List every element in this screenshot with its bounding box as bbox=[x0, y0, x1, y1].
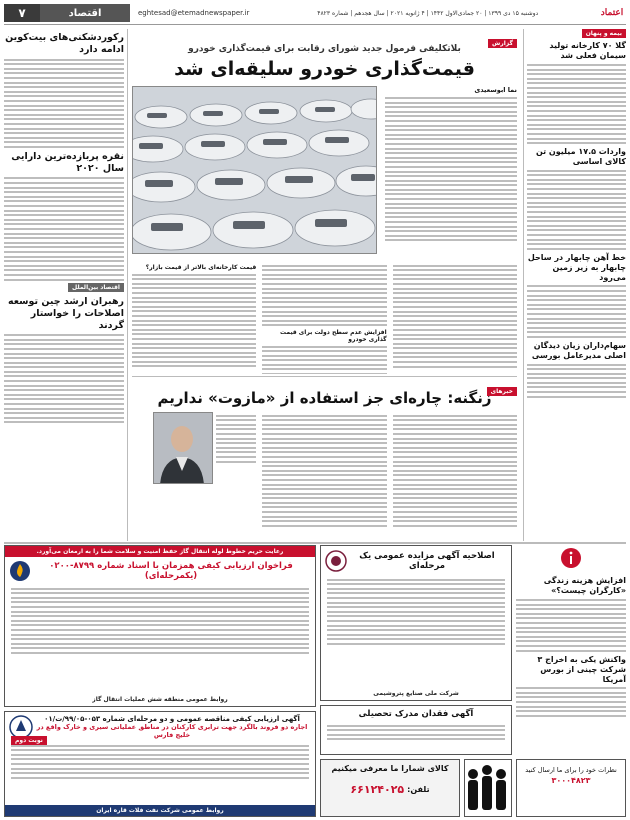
body-column bbox=[132, 262, 256, 374]
column-divider bbox=[127, 29, 128, 541]
info-icon-row bbox=[516, 547, 626, 572]
report-tag: گزارش bbox=[488, 39, 517, 48]
round-badge: نوبت دوم bbox=[11, 736, 47, 745]
advertising-promo-ad[interactable] bbox=[320, 759, 460, 817]
people-silhouette-icon bbox=[464, 760, 511, 817]
phone-row bbox=[321, 783, 459, 796]
body-text-block bbox=[527, 364, 626, 398]
body-text-block bbox=[527, 170, 626, 250]
people-illustration bbox=[464, 759, 512, 817]
right-news-column-lower bbox=[516, 545, 626, 755]
ad-title: آگهی ارزیابی کیفی مناقصه عمومی و دو مرحله‌ای شماره ۰۵۳-۹۹/۰۵/ت/۰۱ bbox=[44, 715, 300, 723]
body-text-block bbox=[4, 177, 124, 280]
body-text-block bbox=[11, 588, 309, 654]
petrochemical-logo-icon bbox=[325, 550, 347, 572]
phone-label: تلفن: bbox=[407, 785, 430, 794]
parked-cars-image bbox=[132, 87, 376, 254]
feedback-text: نظرات خود را برای ما ارسال کنید bbox=[525, 766, 617, 774]
body-text-block bbox=[393, 265, 517, 368]
page-number: ۷ bbox=[4, 4, 40, 22]
oil-tender-ad[interactable] bbox=[4, 711, 316, 817]
portrait-image bbox=[153, 413, 212, 484]
lost-certificate-ad[interactable] bbox=[320, 705, 512, 755]
column-tag: اقتصاد بین‌الملل bbox=[68, 283, 124, 292]
main-intro-column bbox=[385, 86, 517, 256]
body-text-block bbox=[216, 412, 256, 540]
main-headline[interactable]: قیمت‌گذاری خودرو سلیقه‌ای شد bbox=[174, 58, 475, 80]
body-text-block bbox=[262, 265, 386, 327]
ad-title: فراخوان ارزیابی کیفی همزمان با اسناد شماره ۸۷۹۹-۰۲۰۰ (یکمرحله‌ای) bbox=[49, 561, 293, 581]
issue-dateline: دوشنبه ۱۵ دی ۱۳۹۹ | ۲۰ جمادی‌الاول ۱۴۴۲ | ۴ ژانویه ۲۰۲۱ | سال هجدهم | شماره ۴۸۲۳ bbox=[317, 9, 539, 17]
cars-photo[interactable] bbox=[132, 86, 377, 254]
ad-body bbox=[321, 576, 511, 688]
body-text-block bbox=[4, 59, 124, 148]
body-column bbox=[393, 412, 517, 540]
ad-title-row bbox=[321, 546, 511, 576]
ads-section bbox=[4, 545, 626, 817]
column-divider bbox=[523, 29, 524, 541]
body-text-block bbox=[385, 97, 517, 241]
sms-number[interactable]: ۳۰۰۰۴۸۲۳ bbox=[551, 776, 591, 785]
news-tag: خبرهای bbox=[487, 387, 517, 396]
article2-headline[interactable]: زنگنه: چاره‌ای جز استفاده از «مازوت» نداریم bbox=[157, 389, 492, 407]
body-text-block bbox=[262, 415, 386, 527]
body-subhead: قیمت کارخانه‌ای بالاتر از قیمت بازار؟ bbox=[145, 264, 257, 271]
newspaper-logo[interactable]: اعتماد bbox=[600, 8, 624, 18]
minister-portrait[interactable] bbox=[153, 412, 213, 484]
news-headline[interactable]: رهبران ارشد چین توسعه اصلاحات را خواستار گردند bbox=[8, 295, 124, 331]
main-kicker: بلاتکلیفی فرمول جدید شورای رقابت برای قیمت‌گذاری خودرو bbox=[188, 44, 461, 54]
news-headline[interactable]: واردات ۱۷.۵ میلیون تن کالای اساسی bbox=[535, 147, 626, 167]
news-headline[interactable]: خط آهن چابهار در ساحل چابهار به زیر زمین می‌رود bbox=[527, 252, 626, 282]
body-text-block bbox=[262, 346, 386, 375]
body-text-block bbox=[527, 64, 626, 144]
news-headline[interactable]: واکنش یکی به اخراج ۳ شرکت چینی از بورس آمریکا bbox=[537, 654, 626, 684]
body-text-block bbox=[516, 599, 626, 652]
news-headline[interactable]: افزایش هزینه زندگی «کارگران چیست؟» bbox=[543, 576, 626, 596]
body-text-block bbox=[327, 725, 505, 741]
author-name: نما ابوسعیدی bbox=[474, 86, 517, 94]
ad-body bbox=[5, 585, 315, 695]
body-column bbox=[262, 262, 386, 374]
article2-body bbox=[132, 412, 517, 540]
section-name: اقتصاد bbox=[40, 4, 130, 22]
ad-title: اصلاحیه آگهی مزایده عمومی یک مرحله‌ای bbox=[359, 551, 495, 571]
right-news-column bbox=[527, 29, 626, 539]
page-header bbox=[4, 4, 626, 22]
gas-tender-ad[interactable] bbox=[4, 545, 316, 707]
auction-correction-ad[interactable] bbox=[320, 545, 512, 701]
column-tag: بیمه و پنهان bbox=[582, 29, 626, 38]
ads-divider bbox=[4, 542, 626, 544]
news-headline[interactable]: سهام‌داران زیان دیدگان اصلی مدیرعامل بورسی bbox=[531, 340, 626, 360]
body-column bbox=[393, 262, 517, 374]
ad-body bbox=[321, 722, 511, 750]
ad-footer: شرکت ملی صنایع پتروشیمی bbox=[373, 690, 459, 697]
main-body bbox=[132, 262, 517, 374]
header-rule bbox=[4, 24, 626, 25]
body-text-block bbox=[4, 334, 124, 423]
body-text-block bbox=[11, 745, 309, 779]
ad-title: کالای شمارا ما معرفی میکنیم bbox=[331, 764, 449, 773]
news-headline[interactable]: نقره پربازده‌ترین دارایی سال ۲۰۲۰ bbox=[11, 150, 124, 174]
body-text-block bbox=[516, 687, 626, 717]
email-address[interactable]: eghtesad@etemadnewspaper.ir bbox=[138, 9, 250, 17]
ad-title-row bbox=[5, 557, 315, 585]
info-icon bbox=[560, 547, 582, 569]
article-divider bbox=[132, 376, 517, 377]
body-text-block bbox=[327, 579, 505, 645]
flame-logo-icon bbox=[9, 560, 31, 582]
ad-title-block bbox=[33, 715, 311, 739]
ad-footer: روابط عمومی منطقه شش عملیات انتقال گاز bbox=[92, 696, 228, 703]
ad-title-row bbox=[5, 712, 315, 742]
body-text-block bbox=[393, 415, 517, 527]
feedback-sms-box[interactable] bbox=[516, 759, 626, 817]
ad-body bbox=[5, 742, 315, 804]
news-headline[interactable]: گلا ۷۰ کارخانه تولید سیمان فعلی شد bbox=[549, 41, 626, 61]
ad-title: آگهی فقدان مدرک تحصیلی bbox=[358, 709, 474, 719]
ad-footer: روابط عمومی شرکت نفت فلات قاره ایران bbox=[5, 805, 315, 816]
phone-number[interactable]: ۶۶۱۲۴۰۲۵ bbox=[350, 783, 405, 796]
body-column bbox=[132, 412, 256, 540]
ad-subtitle: اجاره دو فروند بالگرد جهت ترابری کارکنان در مناطق عملیاتی سیری و خارک واقع در خلیج فارس bbox=[36, 723, 308, 739]
left-news-column bbox=[4, 29, 124, 539]
ad-header-strip: رعایت حریم خطوط لوله انتقال گاز حفظ امنیت و سلامت شما را به ارمغان می‌آورد. bbox=[5, 546, 315, 557]
body-text-block bbox=[527, 285, 626, 338]
body-text-block bbox=[132, 274, 256, 368]
body-column bbox=[262, 412, 386, 540]
body-subhead: افزایش عدم سطح دولت برای قیمت گذاری خودرو bbox=[279, 328, 387, 343]
news-headline[interactable]: رکوردشکنی‌های بیت‌کوین ادامه دارد bbox=[5, 32, 124, 55]
